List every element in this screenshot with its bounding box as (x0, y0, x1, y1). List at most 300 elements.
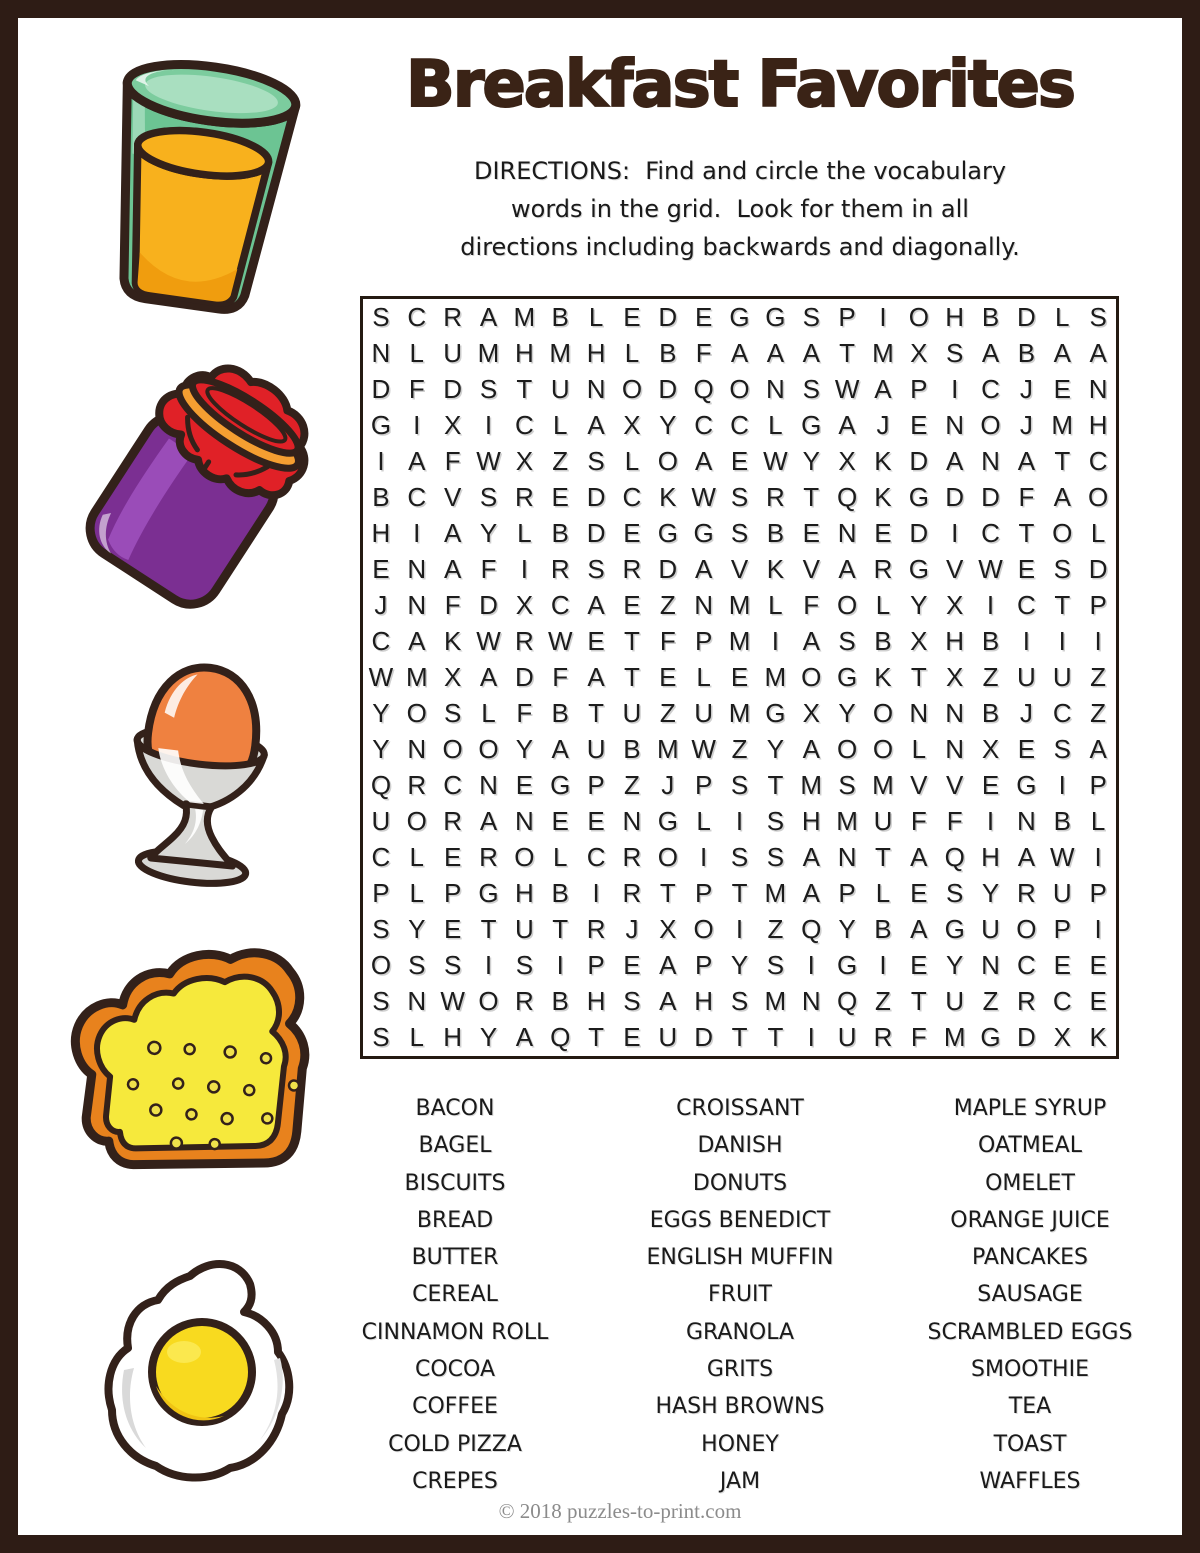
grid-letter: Z (767, 914, 784, 945)
grid-letter: A (443, 553, 462, 584)
grid-letter: C (1052, 986, 1072, 1017)
word-list-item: WAFFLES (979, 1468, 1081, 1494)
grid-letter: B (551, 986, 569, 1017)
grid-letter: G (765, 301, 786, 332)
grid-letter: N (1017, 806, 1036, 837)
grid-letter: F (444, 445, 461, 476)
puzzle-title: Breakfast Favorites (406, 48, 1074, 122)
grid-letter: A (802, 734, 820, 765)
grid-letter: O (908, 301, 929, 332)
grid-letter: S (1089, 301, 1107, 332)
grid-row (363, 984, 1116, 1020)
grid-letter: D (658, 301, 678, 332)
grid-letter: S (802, 373, 820, 404)
grid-letter: O (980, 409, 1001, 440)
grid-letter: A (659, 986, 677, 1017)
grid-letter: U (945, 986, 965, 1017)
grid-letter: S (372, 1022, 390, 1053)
grid-letter: O (478, 734, 499, 765)
grid-letter: U (981, 914, 1000, 945)
grid-row (363, 623, 1116, 659)
grid-letter: M (764, 986, 787, 1017)
grid-letter: C (981, 517, 1000, 548)
word-list-column (870, 1090, 1190, 1500)
grid-letter: O (478, 986, 499, 1017)
grid-letter: L (1090, 517, 1106, 548)
directions-line-3: directions including backwards and diagonally. (460, 233, 1020, 261)
grid-letter: H (443, 1022, 463, 1053)
grid-row (363, 912, 1116, 948)
grid-letter: W (547, 625, 573, 656)
grid-letter: N (407, 589, 427, 620)
grid-letter: W (834, 373, 860, 404)
grid-letter: A (587, 409, 605, 440)
word-list-item: COLD PIZZA (388, 1431, 522, 1457)
grid-letter: P (694, 950, 713, 981)
grid-letter: B (981, 698, 1000, 729)
grid-letter: T (516, 373, 533, 404)
directions-line-2: words in the grid. Look for them in all (511, 195, 969, 223)
grid-letter: Y (408, 914, 426, 945)
grid-letter: A (1053, 337, 1071, 368)
grid-letter: K (874, 481, 892, 512)
grid-letter: Z (1090, 661, 1107, 692)
grid-letter: H (945, 301, 965, 332)
grid-letter: S (479, 481, 498, 512)
word-list-item: EGGS BENEDICT (649, 1207, 831, 1233)
word-list-item: TEA (1008, 1394, 1052, 1420)
grid-row (363, 876, 1116, 912)
grid-letter: O (693, 914, 714, 945)
word-list-item: COFFEE (412, 1394, 498, 1420)
grid-letter: L (409, 337, 425, 368)
grid-letter: O (370, 950, 392, 981)
grid-letter: T (731, 878, 748, 909)
word-list-item: BAGEL (418, 1133, 492, 1159)
grid-letter: R (443, 301, 463, 332)
grid-letter: S (372, 986, 390, 1017)
grid-letter: A (1017, 445, 1036, 476)
word-list-item: BUTTER (411, 1245, 499, 1271)
grid-letter: B (551, 878, 569, 909)
grid-letter: E (623, 950, 641, 981)
grid-letter: Y (372, 734, 390, 765)
grid-letter: T (839, 337, 856, 368)
grid-letter: L (552, 842, 568, 873)
grid-letter: S (766, 806, 785, 837)
grid-letter: S (479, 373, 498, 404)
grid-letter: T (803, 481, 820, 512)
grid-letter: M (549, 337, 572, 368)
grid-letter: N (407, 986, 427, 1017)
grid-row (363, 551, 1116, 587)
grid-letter: T (1054, 445, 1071, 476)
grid-letter: B (551, 301, 569, 332)
word-list-item: BACON (415, 1096, 495, 1121)
grid-letter: S (838, 625, 856, 656)
grid-letter: Q (550, 1022, 571, 1053)
grid-letter: V (730, 553, 749, 584)
grid-letter: S (730, 986, 749, 1017)
grid-letter: F (695, 337, 712, 368)
grid-letter: F (910, 806, 927, 837)
grid-letter: S (766, 950, 785, 981)
grid-letter: S (372, 301, 390, 332)
grid-letter: G (693, 517, 714, 548)
grid-letter: B (551, 517, 569, 548)
grid-letter: E (874, 517, 892, 548)
grid-letter: F (408, 373, 425, 404)
grid-letter: I (1094, 914, 1102, 945)
grid-letter: I (1058, 770, 1066, 801)
grid-letter: E (551, 481, 569, 512)
grid-letter: D (981, 481, 1000, 512)
grid-letter: X (443, 661, 462, 692)
grid-letter: L (768, 589, 783, 620)
grid-letter: Q (370, 770, 392, 801)
grid-letter: T (480, 914, 497, 945)
grid-letter: M (728, 589, 751, 620)
grid-letter: C (730, 409, 749, 440)
grid-letter: I (520, 553, 528, 584)
grid-letter: L (588, 301, 604, 332)
grid-letter: J (1019, 698, 1033, 729)
grid-letter: G (908, 553, 929, 584)
grid-letter: O (406, 806, 427, 837)
grid-letter: A (802, 878, 820, 909)
grid-letter: L (517, 517, 532, 548)
grid-letter: K (766, 553, 785, 584)
grid-letter: M (656, 734, 679, 765)
grid-letter: M (728, 625, 751, 656)
grid-letter: T (588, 698, 605, 729)
grid-letter: R (479, 842, 498, 873)
grid-letter: W (691, 481, 716, 512)
grid-letter: B (766, 517, 785, 548)
grid-letter: J (1019, 373, 1033, 404)
grid-letter: I (700, 842, 708, 873)
grid-letter: E (1017, 553, 1036, 584)
grid-letter: O (836, 734, 858, 765)
grid-letter: K (659, 481, 677, 512)
grid-letter: S (587, 445, 605, 476)
grid-letter: U (1017, 661, 1036, 692)
grid-letter: U (694, 698, 714, 729)
grid-letter: I (807, 1022, 815, 1053)
grid-letter: T (1018, 517, 1035, 548)
grid-letter: I (556, 950, 564, 981)
grid-letter: M (405, 661, 428, 692)
grid-letter: D (371, 373, 391, 404)
grid-letter: J (876, 409, 890, 440)
boiled-egg-in-cup-illustration (115, 658, 295, 898)
grid-letter: C (1052, 698, 1072, 729)
grid-letter: A (910, 842, 928, 873)
grid-letter: S (730, 842, 749, 873)
copyright-text: © 2018 puzzles-to-print.com (498, 1499, 742, 1523)
grid-letter: M (728, 698, 751, 729)
grid-letter: U (550, 373, 570, 404)
grid-letter: H (694, 986, 714, 1017)
grid-letter: N (586, 373, 606, 404)
grid-letter: G (765, 698, 786, 729)
grid-letter: S (730, 770, 749, 801)
grid-letter: D (1017, 1022, 1036, 1053)
grid-letter: L (1055, 301, 1070, 332)
grid-row (363, 335, 1116, 371)
word-list-item: DANISH (697, 1133, 783, 1159)
grid-letter: I (1094, 842, 1102, 873)
grid-letter: R (586, 914, 606, 945)
grid-letter: A (1053, 481, 1071, 512)
word-list-item: COCOA (414, 1357, 496, 1383)
grid-letter: N (765, 373, 785, 404)
grid-letter: E (910, 409, 928, 440)
word-list-item: BISCUITS (404, 1170, 506, 1196)
word-list-item: OATMEAL (978, 1133, 1082, 1159)
grid-letter: U (873, 806, 893, 837)
grid-letter: X (802, 698, 820, 729)
word-list-item: CEREAL (412, 1282, 498, 1308)
grid-letter: E (623, 1022, 641, 1053)
grid-letter: A (910, 914, 928, 945)
grid-letter: A (408, 445, 426, 476)
grid-letter: S (443, 950, 462, 981)
grid-letter: O (621, 373, 643, 404)
grid-letter: F (946, 806, 963, 837)
grid-letter: D (694, 1022, 714, 1053)
grid-letter: B (551, 698, 569, 729)
grid-letter: L (875, 589, 891, 620)
grid-letter: T (552, 914, 569, 945)
grid-letter: S (730, 481, 749, 512)
grid-letter: J (1019, 409, 1033, 440)
directions-line-1: DIRECTIONS: Find and circle the vocabulary (473, 157, 1007, 185)
grid-letter: A (874, 373, 892, 404)
grid-letter: H (945, 625, 965, 656)
grid-letter: J (661, 770, 675, 801)
grid-letter: E (910, 878, 928, 909)
word-list-item: FRUIT (708, 1282, 772, 1308)
grid-letter: G (908, 481, 929, 512)
grid-letter: L (911, 734, 927, 765)
grid-letter: E (1089, 950, 1107, 981)
grid-letter: N (1088, 373, 1108, 404)
grid-letter: A (479, 661, 498, 692)
grid-letter: H (586, 986, 606, 1017)
grid-letter: G (836, 950, 858, 981)
grid-letter: N (945, 698, 965, 729)
grid-letter: R (622, 842, 642, 873)
grid-letter: B (372, 481, 390, 512)
grid-letter: R (765, 481, 785, 512)
grid-letter: O (657, 842, 678, 873)
grid-letter: U (1052, 661, 1072, 692)
grid-letter: V (946, 553, 964, 584)
grid-letter: J (374, 589, 388, 620)
word-list-item: ENGLISH MUFFIN (646, 1245, 834, 1271)
grid-letter: D (1017, 301, 1036, 332)
grid-letter: Q (836, 481, 858, 512)
grid-letter: N (801, 986, 821, 1017)
grid-letter: O (729, 373, 750, 404)
grid-letter: S (515, 950, 534, 981)
grid-letter: A (694, 553, 713, 584)
grid-letter: N (837, 842, 857, 873)
grid-letter: C (694, 409, 714, 440)
grid-letter: E (443, 842, 462, 873)
grid-letter: A (587, 661, 605, 692)
grid-letter: D (945, 481, 965, 512)
grid-letter: Y (372, 698, 390, 729)
grid-letter: M (477, 337, 500, 368)
word-list-item: SMOOTHIE (971, 1357, 1089, 1383)
grid-letter: X (838, 445, 856, 476)
grid-letter: B (1017, 337, 1036, 368)
word-list-item: CREPES (412, 1468, 498, 1494)
grid-letter: A (802, 842, 820, 873)
grid-letter: H (1088, 409, 1108, 440)
grid-letter: D (479, 589, 498, 620)
grid-letter: N (479, 770, 498, 801)
grid-letter: C (407, 481, 427, 512)
grid-letter: W (1049, 842, 1075, 873)
grid-letter: W (440, 986, 465, 1017)
grid-letter: R (873, 1022, 893, 1053)
grid-letter: I (413, 409, 421, 440)
grid-letter: A (766, 337, 785, 368)
grid-letter: P (372, 878, 390, 909)
grid-letter: M (1051, 409, 1074, 440)
grid-letter: M (872, 770, 894, 801)
grid-letter: L (696, 661, 711, 692)
grid-letter: T (910, 986, 927, 1017)
grid-letter: P (694, 770, 713, 801)
grid-letter: Z (731, 734, 748, 765)
grid-letter: A (408, 625, 426, 656)
grid-letter: D (909, 445, 929, 476)
word-list-item: OMELET (985, 1170, 1075, 1196)
grid-letter: B (981, 301, 1000, 332)
grid-letter: T (659, 878, 676, 909)
grid-letter: I (1094, 625, 1102, 656)
grid-letter: A (479, 806, 498, 837)
grid-letter: L (875, 878, 891, 909)
grid-letter: Y (479, 1022, 498, 1053)
grid-letter: N (407, 553, 427, 584)
grid-letter: M (943, 1022, 966, 1053)
grid-letter: I (592, 878, 600, 909)
grid-letter: S (443, 698, 462, 729)
grid-letter: G (980, 1022, 1001, 1053)
grid-letter: D (658, 373, 678, 404)
grid-letter: N (981, 445, 1000, 476)
grid-letter: B (659, 337, 677, 368)
word-list-column (580, 1090, 900, 1500)
grid-letter: I (484, 950, 493, 981)
word-list-item: CROISSANT (676, 1096, 804, 1121)
grid-letter: C (443, 770, 463, 801)
grid-letter: T (624, 661, 640, 692)
grid-row (363, 696, 1116, 732)
grid-row (363, 840, 1116, 876)
grid-letter: O (872, 734, 894, 765)
grid-letter: R (514, 625, 534, 656)
word-list-item: MAPLE SYRUP (953, 1096, 1107, 1121)
grid-letter: N (945, 734, 965, 765)
grid-letter: A (838, 553, 856, 584)
grid-letter: Q (944, 842, 965, 873)
grid-letter: O (1052, 517, 1073, 548)
grid-letter: H (514, 337, 534, 368)
grid-letter: I (986, 589, 995, 620)
grid-letter: I (1058, 625, 1066, 656)
grid-letter: U (622, 698, 642, 729)
grid-letter: E (730, 445, 749, 476)
grid-letter: Z (659, 698, 676, 729)
grid-letter: P (587, 950, 605, 981)
grid-row (363, 299, 1116, 335)
grid-letter: N (407, 734, 427, 765)
grid-letter: P (1053, 914, 1071, 945)
grid-letter: L (768, 409, 783, 440)
grid-row (363, 948, 1116, 984)
grid-letter: A (515, 1022, 534, 1053)
grid-letter: Y (946, 950, 964, 981)
grid-letter: O (872, 698, 894, 729)
grid-letter: I (951, 373, 959, 404)
grid-letter: I (879, 301, 887, 332)
grid-letter: D (586, 517, 606, 548)
grid-letter: F (659, 625, 676, 656)
grid-letter: H (586, 337, 606, 368)
grid-letter: K (1089, 1022, 1107, 1053)
grid-row (363, 407, 1116, 443)
word-list-column (330, 1090, 580, 1500)
grid-letter: L (409, 878, 425, 909)
grid-letter: L (624, 337, 640, 368)
grid-letter: G (550, 770, 571, 801)
grid-letter: X (515, 589, 534, 620)
grid-letter: X (623, 409, 641, 440)
grid-row (363, 371, 1116, 407)
grid-letter: B (623, 734, 641, 765)
grid-letter: S (1053, 734, 1071, 765)
grid-letter: H (514, 878, 534, 909)
grid-letter: N (837, 517, 857, 548)
grid-letter: X (946, 589, 964, 620)
grid-letter: I (735, 914, 744, 945)
word-list-item: HASH BROWNS (655, 1394, 825, 1420)
grid-letter: C (1088, 445, 1108, 476)
grid-letter: O (442, 734, 463, 765)
grid-row (363, 659, 1116, 695)
grid-letter: E (694, 301, 713, 332)
grid-letter: H (981, 842, 1000, 873)
grid-letter: N (694, 589, 714, 620)
grid-letter: E (443, 914, 462, 945)
grid-letter: R (514, 481, 534, 512)
grid-letter: Y (479, 517, 498, 548)
grid-letter: V (946, 770, 964, 801)
grid-letter: U (514, 914, 534, 945)
grid-letter: E (623, 589, 641, 620)
grid-letter: J (625, 914, 639, 945)
grid-letter: B (874, 914, 892, 945)
grid-letter: X (515, 445, 534, 476)
grid-letter: A (1089, 337, 1107, 368)
grid-letter: A (1089, 734, 1107, 765)
